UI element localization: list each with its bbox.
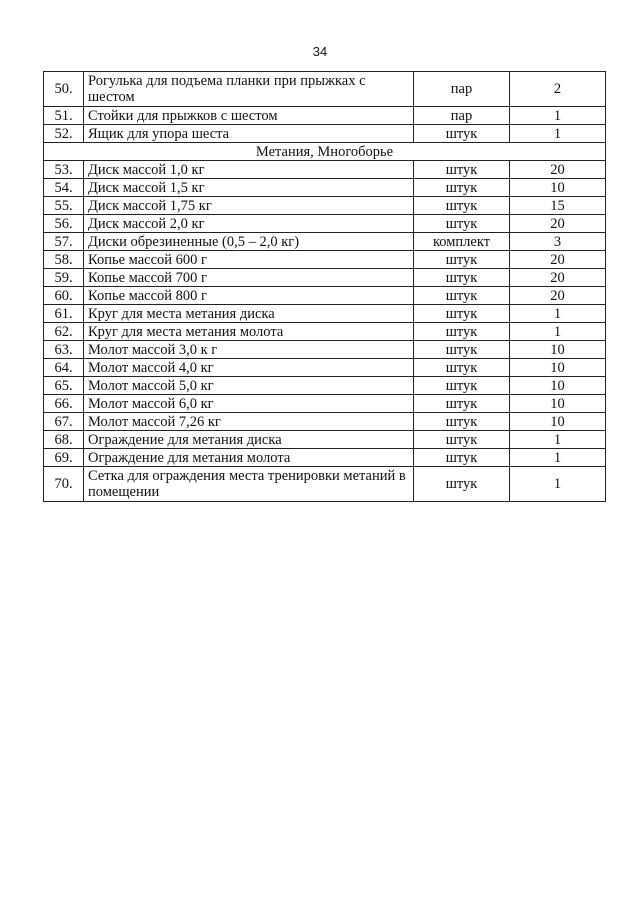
item-name: Диск массой 1,5 кг (84, 179, 414, 197)
table-row (44, 161, 606, 179)
item-name: Диски обрезиненные (0,5 – 2,0 кг) (84, 233, 414, 251)
row-number: 65. (44, 377, 84, 395)
table-row (44, 341, 606, 359)
row-number: 54. (44, 179, 84, 197)
item-unit: штук (414, 449, 510, 467)
item-name: Молот массой 6,0 кг (84, 395, 414, 413)
item-quantity: 20 (510, 161, 606, 179)
row-number: 62. (44, 323, 84, 341)
table-row (44, 449, 606, 467)
item-quantity: 1 (510, 431, 606, 449)
section-title: Метания, Многоборье (44, 143, 606, 161)
row-number: 68. (44, 431, 84, 449)
item-quantity: 15 (510, 197, 606, 215)
row-number: 52. (44, 125, 84, 143)
item-name: Рогулька для подъема планки при прыжках с шестом (84, 72, 414, 107)
item-unit: штук (414, 305, 510, 323)
item-name: Диск массой 1,75 кг (84, 197, 414, 215)
item-quantity: 10 (510, 413, 606, 431)
equipment-table-body (44, 72, 606, 502)
item-quantity: 1 (510, 305, 606, 323)
item-name: Копье массой 800 г (84, 287, 414, 305)
item-quantity: 20 (510, 215, 606, 233)
table-row (44, 233, 606, 251)
item-quantity: 1 (510, 125, 606, 143)
row-number: 66. (44, 395, 84, 413)
table-row (44, 72, 606, 107)
item-unit: штук (414, 467, 510, 502)
item-quantity: 1 (510, 467, 606, 502)
item-unit: штук (414, 251, 510, 269)
row-number: 61. (44, 305, 84, 323)
table-row (44, 251, 606, 269)
item-unit: штук (414, 269, 510, 287)
item-quantity: 10 (510, 395, 606, 413)
equipment-table (43, 71, 606, 502)
table-row (44, 287, 606, 305)
item-quantity: 1 (510, 323, 606, 341)
table-row (44, 359, 606, 377)
table-row (44, 395, 606, 413)
item-unit: штук (414, 377, 510, 395)
item-quantity: 1 (510, 449, 606, 467)
item-quantity: 10 (510, 341, 606, 359)
item-unit: штук (414, 287, 510, 305)
page-number: 34 (312, 44, 328, 59)
table-row (44, 323, 606, 341)
item-unit: штук (414, 197, 510, 215)
table-row (44, 413, 606, 431)
table-row (44, 467, 606, 502)
item-name: Круг для места метания диска (84, 305, 414, 323)
row-number: 64. (44, 359, 84, 377)
item-quantity: 20 (510, 269, 606, 287)
item-name: Ограждение для метания молота (84, 449, 414, 467)
table-row (44, 197, 606, 215)
item-quantity: 1 (510, 107, 606, 125)
table-row (44, 431, 606, 449)
table-row (44, 107, 606, 125)
item-unit: штук (414, 413, 510, 431)
row-number: 56. (44, 215, 84, 233)
item-unit: штук (414, 341, 510, 359)
item-quantity: 3 (510, 233, 606, 251)
item-unit: штук (414, 215, 510, 233)
item-name: Молот массой 5,0 кг (84, 377, 414, 395)
row-number: 67. (44, 413, 84, 431)
item-name: Молот массой 3,0 к г (84, 341, 414, 359)
table-row (44, 125, 606, 143)
item-unit: штук (414, 179, 510, 197)
item-unit: пар (414, 72, 510, 107)
item-name: Стойки для прыжков с шестом (84, 107, 414, 125)
row-number: 59. (44, 269, 84, 287)
item-name: Ограждение для метания диска (84, 431, 414, 449)
row-number: 50. (44, 72, 84, 107)
item-unit: пар (414, 107, 510, 125)
section-row (44, 143, 606, 161)
row-number: 51. (44, 107, 84, 125)
item-unit: штук (414, 125, 510, 143)
row-number: 55. (44, 197, 84, 215)
item-name: Молот массой 4,0 кг (84, 359, 414, 377)
item-quantity: 10 (510, 377, 606, 395)
table-row (44, 179, 606, 197)
item-unit: комплект (414, 233, 510, 251)
item-name: Диск массой 2,0 кг (84, 215, 414, 233)
row-number: 58. (44, 251, 84, 269)
item-name: Сетка для ограждения места тренировки метаний в помещении (84, 467, 414, 502)
item-name: Копье массой 700 г (84, 269, 414, 287)
item-name: Молот массой 7,26 кг (84, 413, 414, 431)
item-name: Копье массой 600 г (84, 251, 414, 269)
item-name: Диск массой 1,0 кг (84, 161, 414, 179)
table-row (44, 269, 606, 287)
row-number: 60. (44, 287, 84, 305)
table-row (44, 215, 606, 233)
item-quantity: 10 (510, 179, 606, 197)
item-unit: штук (414, 395, 510, 413)
table-row (44, 377, 606, 395)
item-quantity: 20 (510, 251, 606, 269)
item-name: Ящик для упора шеста (84, 125, 414, 143)
item-quantity: 10 (510, 359, 606, 377)
item-unit: штук (414, 323, 510, 341)
row-number: 53. (44, 161, 84, 179)
item-name: Круг для места метания молота (84, 323, 414, 341)
item-unit: штук (414, 161, 510, 179)
item-unit: штук (414, 359, 510, 377)
table-row (44, 305, 606, 323)
row-number: 57. (44, 233, 84, 251)
row-number: 69. (44, 449, 84, 467)
item-unit: штук (414, 431, 510, 449)
row-number: 70. (44, 467, 84, 502)
item-quantity: 2 (510, 72, 606, 107)
row-number: 63. (44, 341, 84, 359)
item-quantity: 20 (510, 287, 606, 305)
